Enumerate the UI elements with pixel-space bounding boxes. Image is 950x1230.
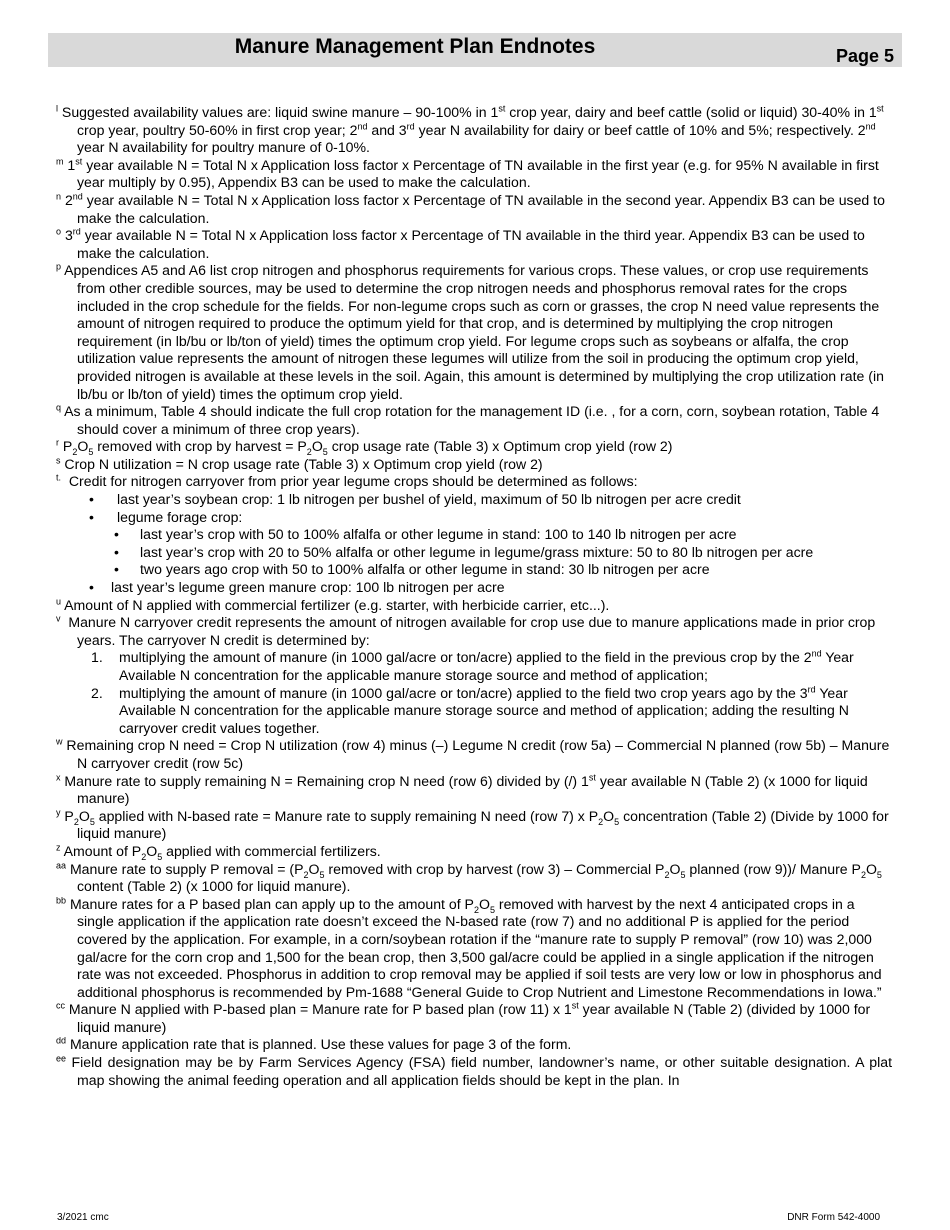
endnote-n: $^n$ 2nd year available N = Total N x Application loss factor x Percentage of TN available in the second year. Appendix B3 can be used to make the calculation. bbox=[56, 191, 885, 226]
endnote-aa: $^{aa}$ Manure rate to supply P removal = ($P_2O_5$ removed with crop by harvest (row 3) – Commercial $P_2O_5$ planned (row 9))/ Manure $P_2O_5$ content (Table 2) (x 1000 for liquid manure). bbox=[56, 859, 882, 895]
list-item: • two years ago crop with 50 to 100% alfalfa or other legume in stand: 30 lb nitrogen per acre bbox=[56, 561, 892, 579]
endnote-v: $^v$ Manure N carryover credit represents the amount of nitrogen available for crop use due to manure applications made in prior crop years. The carryover N credit is determined by: bbox=[56, 613, 876, 648]
endnote-cc: $^{cc}$ Manure N applied with P-based plan = Manure rate for P based plan (row 11) x 1st year available N (Table 2) (divided by 1000 for liquid manure) bbox=[56, 1000, 871, 1035]
list-item: 1. multiplying the amount of manure (in 1000 gal/acre or ton/acre) applied to the field in the previous crop by the 2nd Year Available N concentration for the applicable manure storage source and method of application; bbox=[91, 648, 854, 683]
endnote-o: $^o$ 3rd year available N = Total N x Application loss factor x Percentage of TN available in the third year. Appendix B3 can be used to make the calculation. bbox=[56, 226, 865, 261]
endnote-y: $^y$ $P_2O_5$ applied with N-based rate = Manure rate to supply remaining N need (row 7) x $P_2O_5$ concentration (Table 2) (Divide by 1000 for liquid manure) bbox=[56, 807, 889, 842]
endnote-q: $^q$ As a minimum, Table 4 should indicate the full crop rotation for the management ID (i.e. , for a corn, corn, soybean rotation, Table 4 should cover a minimum of three crop years). bbox=[56, 402, 880, 437]
endnote-s: $^s$ Crop N utilization = N crop usage rate (Table 3) x Optimum crop yield (row 2) bbox=[56, 455, 543, 472]
page-title: Manure Management Plan Endnotes bbox=[234, 35, 596, 58]
list-item: • last year’s soybean crop: 1 lb nitrogen per bushel of yield, maximum of 50 lb nitrogen per acre credit bbox=[56, 491, 892, 509]
endnote-dd: $^{dd}$ Manure application rate that is planned. Use these values for page 3 of the form. bbox=[56, 1035, 572, 1053]
page-number: Page 5 bbox=[835, 46, 894, 66]
footer-revision: 3/2021 cmc bbox=[57, 1212, 109, 1223]
endnotes bbox=[56, 104, 892, 1089]
endnote-m: $^m$ 1st year available N = Total N x Application loss factor x Percentage of TN available in the first year (e.g. for 95% N available in first year multiply by 0.95), Appendix B3 can be used to make the calculation. bbox=[56, 156, 879, 191]
endnote-x: $^x$ Manure rate to supply remaining N = Remaining crop N need (row 6) divided by (/) 1st year available N (Table 2) (x 1000 for liquid manure) bbox=[56, 771, 868, 807]
page-header bbox=[48, 33, 902, 67]
list-item: • last year’s legume green manure crop: 100 lb nitrogen per acre bbox=[56, 579, 892, 597]
footer-form-number: DNR Form 542-4000 bbox=[787, 1212, 880, 1223]
carryover-steps bbox=[56, 649, 892, 737]
list-item: 2. multiplying the amount of manure (in 1000 gal/acre or ton/acre) applied to the field two crop years ago by the 3rd Year Available N concentration for the applicable manure storage source and method of application; adding the resulting N carryover credit values together. bbox=[91, 683, 849, 736]
list-item: • legume forage crop: bbox=[56, 509, 892, 527]
endnote-r: $^r$ $P_2O_5$ removed with crop by harvest = $P_2O_5$ crop usage rate (Table 3) x Optimum crop yield (row 2) bbox=[56, 437, 673, 458]
endnote-z: $^z$ Amount of $P_2O_5$ applied with commercial fertilizers. bbox=[56, 842, 381, 862]
endnote-ee: $^{ee}$ Field designation may be by Farm Services Agency (FSA) field number, landowner’s name, or other suitable designation. A plat map showing the animal feeding operation and all application fields should be kept in the plan. In bbox=[56, 1053, 892, 1088]
green-manure-list bbox=[56, 579, 892, 597]
endnote-bb: $^{bb}$ Manure rates for a P based plan can apply up to the amount of $P_2O_5$ removed with harvest by the next 4 anticipated crops in a single application if the application rate doesn’t exceed the N-based rate (row 7) and no additional P is applied for the period covered by the application. For example, in a corn/soybean rotation if the “manure rate to supply P removal” (row 10) was 2,000 gal/acre for the corn crop and 1,500 for the bean crop, then 3,500 gal/acre could be applied in a single application if the nitrogen rate was not exceeded. Phosphorus in addition to crop removal may be applied if soil tests are very low or low in phosphorus and additional phosphorus is recommended by Pm-1688 “General Guide to Crop Nutrient and Limestone Recommendations in Iowa.” bbox=[56, 895, 882, 1000]
legume-forage-list bbox=[56, 526, 892, 579]
list-item: • last year’s crop with 50 to 100% alfalfa or other legume in stand: 100 to 140 lb nitrogen per acre bbox=[56, 526, 892, 544]
endnote-t: $^{t.}$ Credit for nitrogen carryover from prior year legume crops should be determined as follows: bbox=[56, 472, 638, 490]
endnote-w: $^w$ Remaining crop N need = Crop N utilization (row 4) minus (–) Legume N credit (row 5a) – Commercial N planned (row 5b) – Manure N carryover credit (row 5c) bbox=[56, 736, 890, 771]
endnote-l: $^l$ Suggested availability values are: liquid swine manure – 90-100% in 1st crop year, dairy and beef cattle (solid or liquid) 30-40% in 1st crop year, poultry 50-60% in first crop year; 2nd and 3rd year N availability for dairy or beef cattle of 10% and 5%; respectively. 2nd year N availability for poultry manure of 0-10%. bbox=[56, 103, 884, 156]
endnote-p: $^p$ Appendices A5 and A6 list crop nitrogen and phosphorus requirements for various crops. These values, or crop use requirements from other credible sources, may be used to determine the crop nitrogen needs and phosphorus removal rates for the crops included in the crop schedule for the fields. For non-legume crops such as corn or grasses, the crop N need value represents the amount of nitrogen required to produce the optimum yield for that crop, and is determined by multiplying the crop nitrogen requirement (in lb/bu or lb/ton of yield) times the optimum crop yield. For legume crops such as soybeans or alfalfa, the crop utilization value represents the amount of nitrogen these legumes will utilize from the soil in producing the optimum crop yield, provided nitrogen is available at these levels in the soil. Again, this amount is determined by multiplying the crop utilization rate (in lb/bu or lb/ton of yield) times the optimum crop yield. bbox=[56, 261, 884, 402]
endnote-u: $^u$ Amount of N applied with commercial fertilizer (e.g. starter, with herbicide carrier, etc...). bbox=[56, 595, 610, 613]
list-item: • last year’s crop with 20 to 50% alfalfa or other legume in legume/grass mixture: 50 to 80 lb nitrogen per acre bbox=[56, 544, 892, 562]
legume-credit-list bbox=[56, 491, 892, 526]
